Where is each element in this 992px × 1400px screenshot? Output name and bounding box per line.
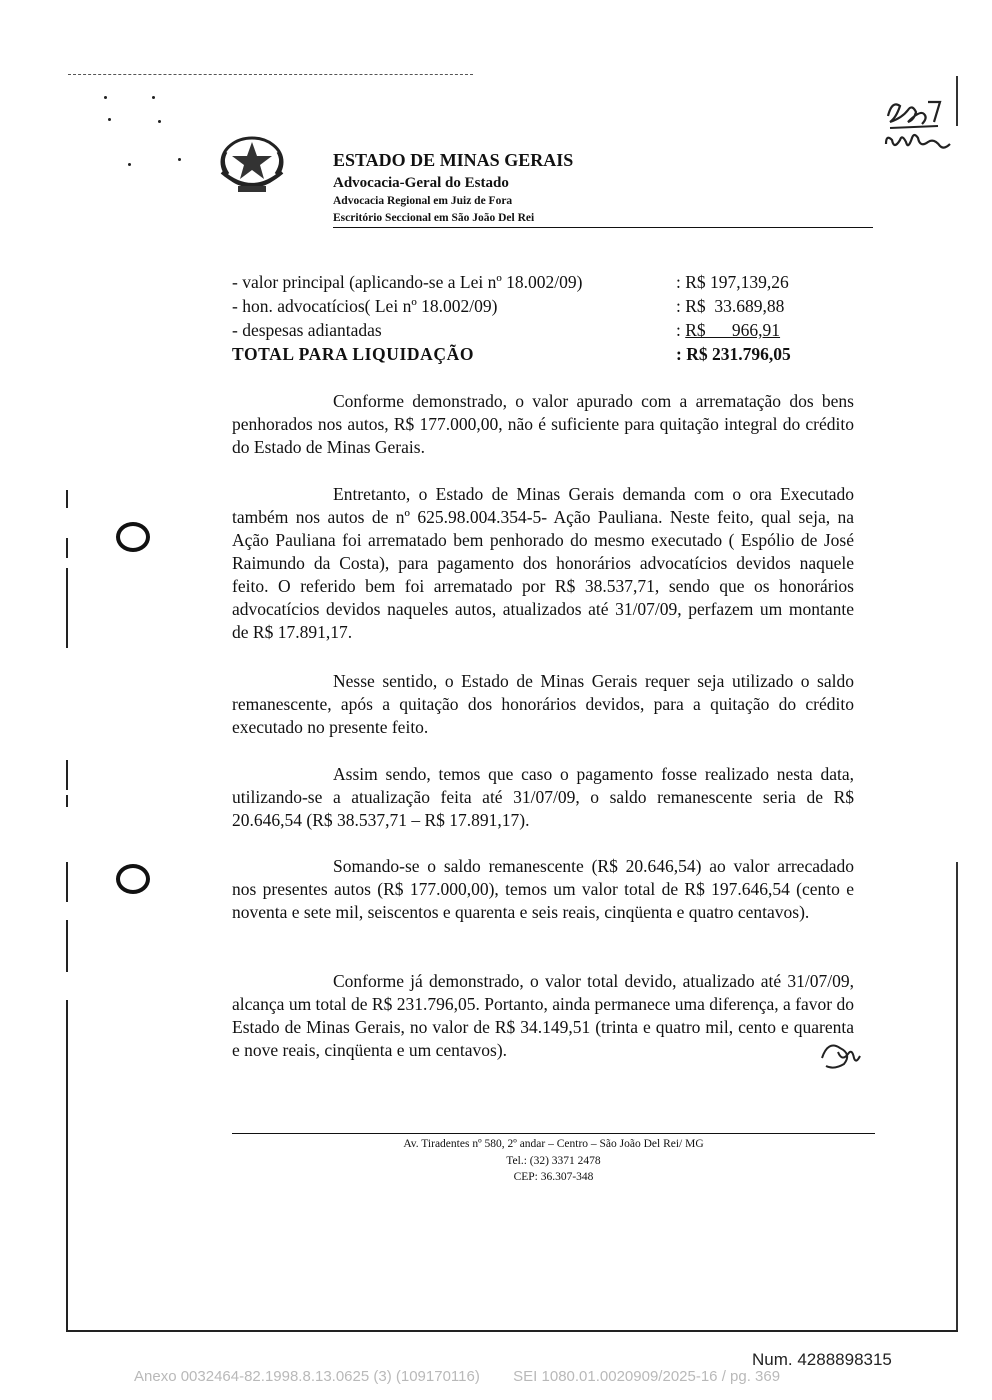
footer-cep: CEP: 36.307-348	[513, 1171, 594, 1183]
scan-speck	[178, 158, 181, 161]
scan-speck	[128, 163, 131, 166]
handwritten-initials-icon	[818, 1038, 864, 1072]
scan-speck	[152, 96, 155, 99]
header-divider	[333, 227, 873, 228]
paragraph-4: Assim sendo, temos que caso o pagamento fosse realizado nesta data, utilizando-se a atualização feita até 31/07/09, o saldo remanescente seria de R$ 20.646,54 (R$ 38.537,71 – R$ 17.891,17).	[232, 764, 854, 830]
paragraph-3: Nesse sentido, o Estado de Minas Gerais requer seja utilizado o saldo remanescente, após a quitação dos honorários devidos, para a quitação do crédito executado no presente feito.	[232, 671, 854, 737]
header-title: ESTADO DE MINAS GERAIS	[333, 150, 574, 170]
header-subtitle: Advocacia-Geral do Estado	[333, 175, 509, 191]
paragraph-6: Conforme já demonstrado, o valor total devido, atualizado até 31/07/09, alcança um total de R$ 231.796,05. Portanto, ainda permanece uma diferença, a favor do Estado de Minas Gerais, no valor de R$ 34.149,51 (trinta e quatro mil, cento e quarenta e nove reais, cinqüenta e um centavos).	[232, 971, 854, 1060]
value-expenses: : R$ 966,91	[676, 320, 781, 340]
punch-hole-icon	[116, 864, 150, 894]
scan-speck	[108, 118, 111, 121]
total-value: : R$ 231.796,05	[676, 344, 791, 364]
value-fees: : R$ 33.689,88	[676, 296, 785, 316]
footer-divider	[232, 1133, 875, 1134]
scan-margin-line	[66, 538, 68, 558]
scan-margin-line	[66, 795, 68, 807]
scan-bottom-line	[66, 1330, 958, 1332]
footer-address: Av. Tiradentes nº 580, 2º andar – Centro – São João Del Rei/ MG	[403, 1138, 704, 1150]
total-label: TOTAL PARA LIQUIDAÇÃO	[232, 344, 475, 364]
header-regional-office: Advocacia Regional em Juiz de Fora	[333, 195, 513, 207]
punch-hole-icon	[116, 522, 150, 552]
scan-margin-line	[66, 920, 68, 972]
scan-margin-line	[956, 862, 958, 1332]
annex-watermark: Anexo 0032464-82.1998.8.13.0625 (3) (109170116) SEI 1080.01.0020909/2025-16 / pg. 369	[134, 1368, 781, 1385]
scan-speck	[104, 96, 107, 99]
scan-margin-line	[66, 862, 68, 902]
header-branch-office: Escritório Seccional em São João Del Rei	[333, 212, 535, 224]
value-label-principal: - valor principal (aplicando-se a Lei nº 18.002/09)	[232, 272, 583, 292]
scan-margin-line	[66, 1000, 68, 1330]
value-label-fees: - hon. advocatícios( Lei nº 18.002/09)	[232, 296, 498, 316]
paragraph-1: Conforme demonstrado, o valor apurado com a arrematação dos bens penhorados nos autos, R$ 177.000,00, não é suficiente para quitação integral do crédito do Estado de Minas Gerais.	[232, 391, 854, 457]
scan-top-line	[68, 74, 473, 75]
value-label-expenses: - despesas adiantadas	[232, 320, 382, 340]
coat-of-arms-icon	[216, 132, 288, 196]
value-principal: : R$ 197,139,26	[676, 272, 789, 292]
paragraph-5: Somando-se o saldo remanescente (R$ 20.646,54) ao valor arrecadado nos presentes autos (R$ 177.000,00), temos um valor total de R$ 197.646,54 (cento e noventa e sete mil, seiscentos e quarenta e seis reais, cinqüenta e quatro centavos).	[232, 856, 854, 922]
scan-speck	[158, 120, 161, 123]
document-number: Num. 4288898315	[752, 1350, 892, 1369]
footer-phone: Tel.: (32) 3371 2478	[506, 1155, 601, 1167]
scan-margin-line	[66, 490, 68, 508]
paragraph-2: Entretanto, o Estado de Minas Gerais demanda com o ora Executado também nos autos de nº 625.98.004.354-5- Ação Pauliana. Neste feito, qual seja, na Ação Pauliana foi arrematado bem penhorado do mesmo executado ( Espólio de José Raimundo da Costa), para pagamento dos honorários advocatícios devidos naquele feito. O referido bem foi arrematado por R$ 38.537,71, sendo que os honorários advocatícios devidos naqueles autos, atualizados até 31/07/09, perfazem um montante de R$ 17.891,17.	[232, 484, 854, 642]
scan-margin-line	[66, 568, 68, 648]
scan-margin-line	[66, 760, 68, 790]
handwritten-page-number-icon	[878, 88, 958, 163]
